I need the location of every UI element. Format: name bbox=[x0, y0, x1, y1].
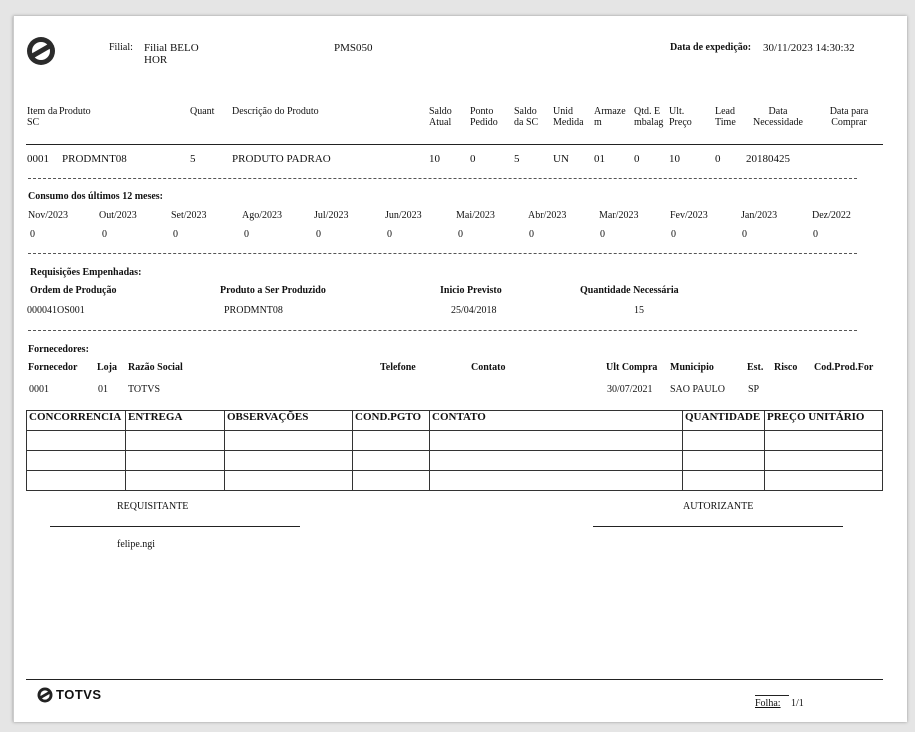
row-saldo-atual: 10 bbox=[429, 153, 440, 165]
folha-label: Folha: bbox=[755, 698, 781, 709]
month-value: 0 bbox=[102, 229, 107, 240]
th-quantidade: QUANTIDADE bbox=[683, 411, 765, 431]
col-item: Item da SC bbox=[27, 106, 58, 128]
data-expedicao-value: 30/11/2023 14:30:32 bbox=[763, 42, 855, 54]
month-value: 0 bbox=[316, 229, 321, 240]
consumo-title: Consumo dos últimos 12 meses: bbox=[28, 191, 164, 202]
col-municipio: Municipio bbox=[670, 362, 714, 373]
footer-rule bbox=[26, 679, 883, 680]
autorizante-label: AUTORIZANTE bbox=[683, 501, 754, 512]
month-label: Jun/2023 bbox=[385, 210, 422, 221]
month-value: 0 bbox=[600, 229, 605, 240]
table-row bbox=[27, 471, 883, 491]
requisitante-name: felipe.ngi bbox=[117, 539, 156, 550]
th-preco-unitario: PREÇO UNITÁRIO bbox=[765, 411, 883, 431]
folha-overline bbox=[755, 695, 789, 696]
th-contato: CONTATO bbox=[430, 411, 683, 431]
folha-value: 1/1 bbox=[791, 698, 804, 709]
requisicoes-title: Requisições Empenhadas: bbox=[30, 267, 142, 278]
month-label: Fev/2023 bbox=[670, 210, 708, 221]
row-descricao: PRODUTO PADRAO bbox=[232, 153, 331, 165]
row-quant: 5 bbox=[190, 153, 196, 165]
month-value: 0 bbox=[671, 229, 676, 240]
month-label: Jul/2023 bbox=[314, 210, 349, 221]
col-lead-time: Lead Time bbox=[715, 106, 736, 128]
footer-brand: TOTVS bbox=[56, 687, 102, 702]
totvs-footer-logo-icon bbox=[37, 687, 53, 703]
forn-ult-compra: 30/07/2021 bbox=[607, 384, 653, 395]
month-value: 0 bbox=[387, 229, 392, 240]
req-inicio: 25/04/2018 bbox=[451, 305, 497, 316]
month-label: Abr/2023 bbox=[528, 210, 567, 221]
col-ult-preco: Ult. Preço bbox=[669, 106, 692, 128]
forn-codigo: 0001 bbox=[29, 384, 49, 395]
col-unid-medida: Unid Medida bbox=[553, 106, 584, 128]
col-armazem: Armazem bbox=[594, 106, 626, 128]
row-unid: UN bbox=[553, 153, 569, 165]
requisitante-label: REQUISITANTE bbox=[117, 501, 189, 512]
month-label: Mar/2023 bbox=[599, 210, 639, 221]
th-concorrencia: CONCORRENCIA bbox=[27, 411, 126, 431]
col-produto: Produto bbox=[59, 106, 91, 117]
fornecedores-title: Fornecedores: bbox=[28, 344, 89, 355]
dashed-divider bbox=[28, 178, 857, 179]
table-row bbox=[27, 451, 883, 471]
month-value: 0 bbox=[173, 229, 178, 240]
row-saldo-sc: 5 bbox=[514, 153, 520, 165]
row-armazem: 01 bbox=[594, 153, 605, 165]
month-value: 0 bbox=[244, 229, 249, 240]
quotation-table bbox=[26, 410, 883, 491]
month-label: Set/2023 bbox=[171, 210, 207, 221]
col-fornecedor: Fornecedor bbox=[28, 362, 78, 373]
col-ordem-producao: Ordem de Produção bbox=[30, 285, 117, 296]
filial-label: Filial: bbox=[109, 42, 133, 53]
col-telefone: Telefone bbox=[380, 362, 416, 373]
program-code: PMS050 bbox=[334, 42, 373, 54]
col-risco: Risco bbox=[774, 362, 798, 373]
col-contato: Contato bbox=[471, 362, 506, 373]
col-quant: Quant bbox=[190, 106, 215, 117]
col-produto-produzido: Produto a Ser Produzido bbox=[220, 285, 326, 296]
th-entrega: ENTREGA bbox=[126, 411, 225, 431]
month-label: Ago/2023 bbox=[242, 210, 282, 221]
report-page bbox=[13, 16, 907, 722]
header-rule bbox=[26, 144, 883, 145]
forn-loja: 01 bbox=[98, 384, 108, 395]
table-header-row bbox=[27, 411, 883, 431]
dashed-divider bbox=[28, 253, 857, 254]
req-ordem: 000041OS001 bbox=[27, 305, 85, 316]
month-value: 0 bbox=[30, 229, 35, 240]
month-value: 0 bbox=[742, 229, 747, 240]
col-est: Est. bbox=[747, 362, 764, 373]
col-qtd-embal: Qtd. Embalag bbox=[634, 106, 664, 128]
row-item: 0001 bbox=[27, 153, 49, 165]
month-label: Mai/2023 bbox=[456, 210, 495, 221]
row-ponto-pedido: 0 bbox=[470, 153, 476, 165]
row-lead-time: 0 bbox=[715, 153, 721, 165]
month-label: Jan/2023 bbox=[741, 210, 778, 221]
table-row bbox=[27, 431, 883, 451]
col-ponto-pedido: Ponto Pedido bbox=[470, 106, 498, 128]
row-qtd-embal: 0 bbox=[634, 153, 640, 165]
col-ult-compra: Ult Compra bbox=[606, 362, 658, 373]
col-data-necessidade: Data Necessidade bbox=[753, 106, 803, 128]
month-label: Nov/2023 bbox=[28, 210, 68, 221]
forn-municipio: SAO PAULO bbox=[670, 384, 725, 395]
month-value: 0 bbox=[458, 229, 463, 240]
col-loja: Loja bbox=[97, 362, 117, 373]
data-expedicao-label: Data de expedição: bbox=[670, 42, 752, 53]
col-quantidade-necessaria: Quantidade Necessária bbox=[580, 285, 679, 296]
forn-razao: TOTVS bbox=[128, 384, 161, 395]
col-saldo-sc: Saldo da SC bbox=[514, 106, 539, 128]
col-data-comprar: Data para Comprar bbox=[829, 106, 869, 128]
row-produto: PRODMNT08 bbox=[62, 153, 127, 165]
col-saldo-atual: Saldo Atual bbox=[429, 106, 452, 128]
autorizante-signature-line bbox=[593, 526, 843, 527]
th-cond-pgto: COND.PGTO bbox=[353, 411, 430, 431]
col-cod-prod-for: Cod.Prod.For bbox=[814, 362, 874, 373]
month-value: 0 bbox=[529, 229, 534, 240]
requisitante-signature-line bbox=[50, 526, 300, 527]
req-qtd: 15 bbox=[634, 305, 644, 316]
month-value: 0 bbox=[813, 229, 818, 240]
col-inicio-previsto: Inicio Previsto bbox=[440, 285, 502, 296]
col-razao-social: Razão Social bbox=[128, 362, 183, 373]
th-observacoes: OBSERVAÇÕES bbox=[225, 411, 353, 431]
forn-est: SP bbox=[748, 384, 760, 395]
dashed-divider bbox=[28, 330, 857, 331]
row-ult-preco: 10 bbox=[669, 153, 680, 165]
col-descricao: Descrição do Produto bbox=[232, 106, 319, 117]
req-produto: PRODMNT08 bbox=[224, 305, 283, 316]
row-data-necessidade: 20180425 bbox=[746, 153, 790, 165]
totvs-logo-icon bbox=[26, 36, 56, 66]
filial-value: Filial BELO HOR bbox=[144, 42, 199, 66]
month-label: Dez/2022 bbox=[812, 210, 851, 221]
month-label: Out/2023 bbox=[99, 210, 137, 221]
